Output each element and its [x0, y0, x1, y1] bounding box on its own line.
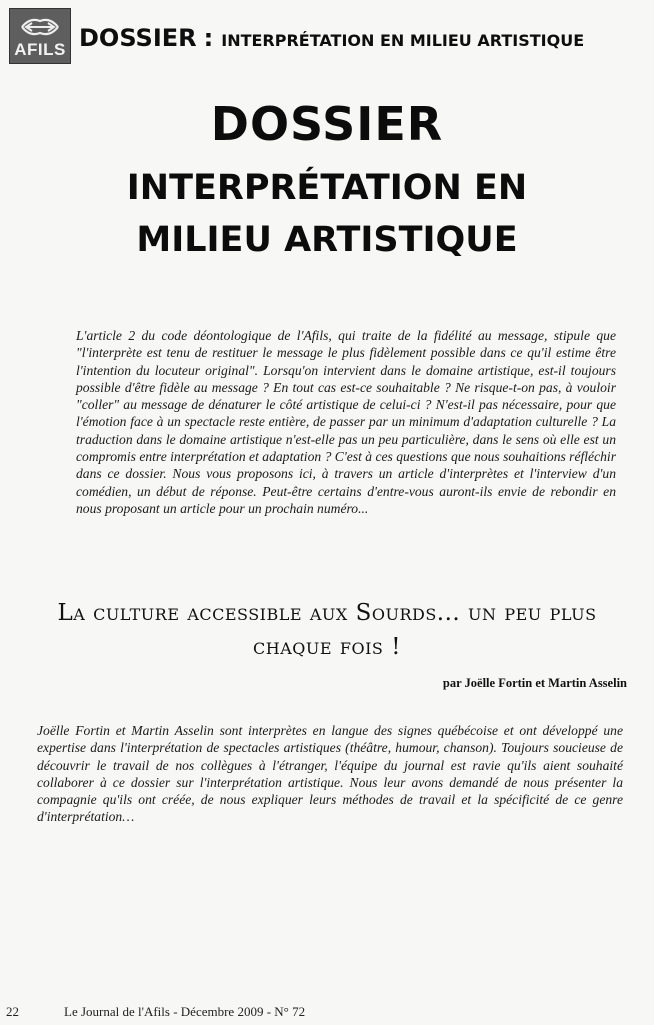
- page-header: [7, 8, 647, 64]
- main-title: [0, 96, 654, 266]
- main-title-line3: MILIEU ARTISTIQUE: [136, 220, 518, 260]
- article-byline: par Joëlle Fortin et Martin Asselin: [442, 676, 627, 690]
- main-title-line1: DOSSIER: [210, 97, 444, 151]
- header-title-main: DOSSIER: [79, 24, 197, 52]
- article-title-line1: La culture accessible aux Sourds... un peu plus: [57, 600, 597, 626]
- running-header-title: [79, 24, 584, 52]
- publication-info: Le Journal de l'Afils - Décembre 2009 - N° 72: [64, 1004, 306, 1019]
- hands-logo-icon: [18, 15, 62, 39]
- article-intro-paragraph: Joëlle Fortin et Martin Asselin sont interprètes en langue des signes québécoise et ont développé une expertise dans l'interprétation de spectacles artistiques (théâtre, humour, chanson). Toujours soucieuse de découvrir le travail de nos collègues à l'étranger, l'équipe du journal est ravie qu'ils aient souhaité collaborer à ce dossier sur l'interprétation artistique. Nous leur avons demandé de nous présenter la compagnie qu'ils ont créée, de nous expliquer leurs méthodes de travail et la spécificité de ce genre d'interprétation…: [37, 723, 623, 825]
- main-title-line2: INTERPRÉTATION EN: [126, 168, 528, 208]
- page-number: 22: [6, 1004, 19, 1019]
- dossier-intro-paragraph: L'article 2 du code déontologique de l'Afils, qui traite de la fidélité au message, stipule que "l'interprète est tenu de restituer le message le plus fidèlement possible dans ce qu'il estime être l'intention du locuteur original". Lorsqu'on intervient dans le domaine artistique, est-il toujours possible d'être fidèle au message ? En tout cas est-ce souhaitable ? Ne risque-t-on pas, à vouloir "coller" au message de dénaturer le côté artistique de celui-ci ? N'est-il pas nécessaire, pour que l'émotion face à un spectacle reste entière, de passer par un minimum d'adaptation culturelle ? La traduction dans le domaine artistique n'est-elle pas un peu particulière, dans le sens où elle est un compromis entre interprétation et adaptation ? C'est à ces questions que nous souhaitions réfléchir dans ce dossier. Nous vous proposons ici, à travers un article d'interprètes et l'interview d'un comédien, un début de réponse. Peut-être certains d'entre-vous auront-ils envie de rebondir en nous proposant un article pour un prochain numéro...: [76, 328, 616, 516]
- article-title-line2: chaque fois !: [253, 634, 401, 660]
- logo-text: AFILS: [14, 40, 66, 59]
- afils-logo: [9, 8, 71, 64]
- header-title-separator: :: [203, 24, 214, 52]
- article-title: [40, 596, 614, 664]
- header-title-sub: INTERPRÉTATION EN MILIEU ARTISTIQUE: [221, 31, 585, 50]
- page-footer: [6, 1004, 305, 1020]
